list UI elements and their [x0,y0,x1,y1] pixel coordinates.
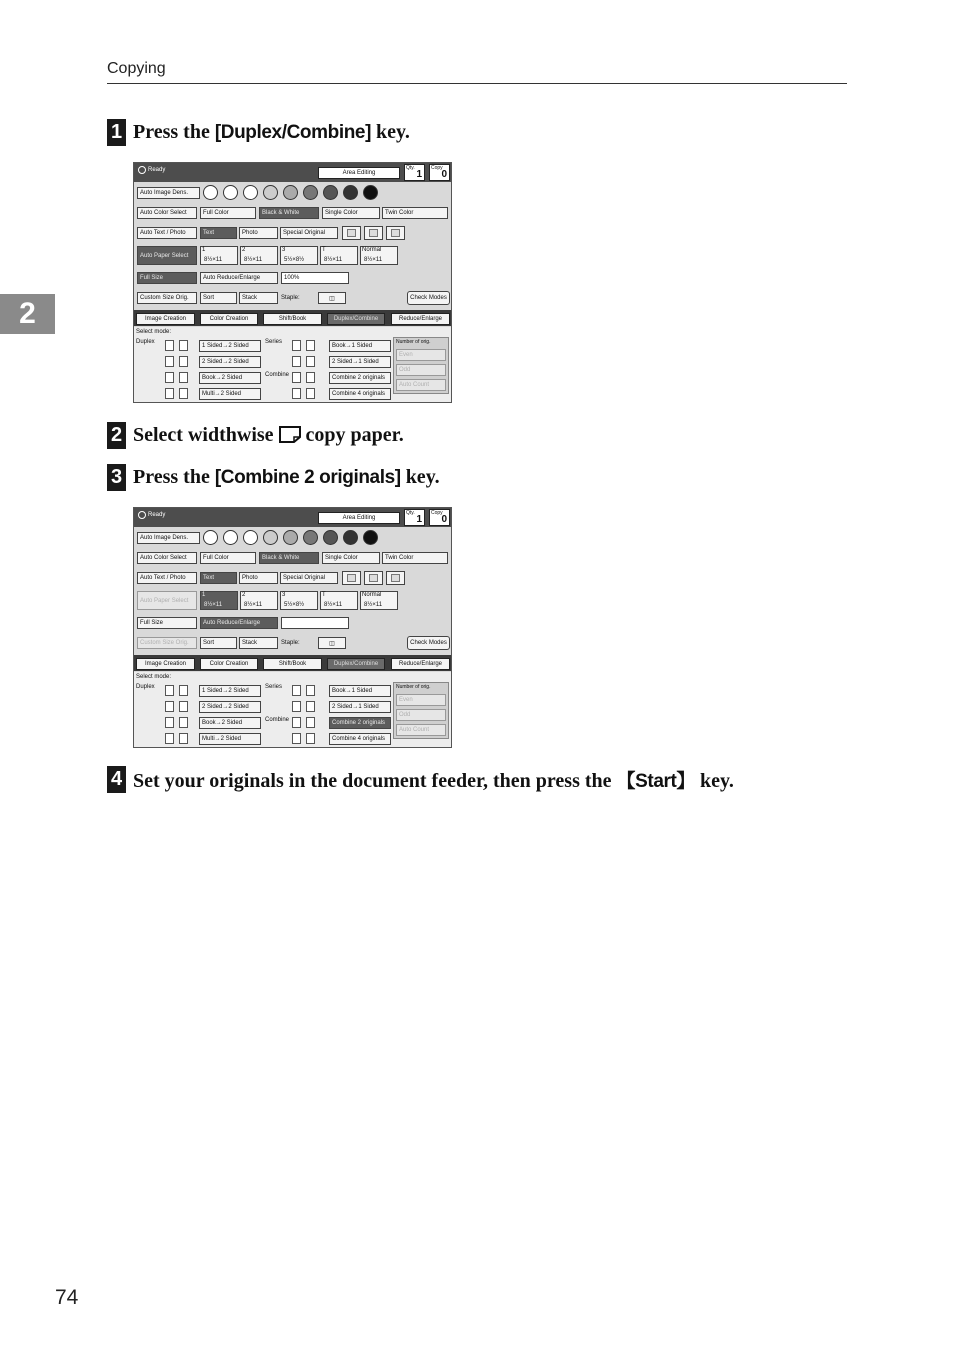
original-type-button[interactable]: Text [200,572,237,584]
counter-value: 0 [441,169,447,180]
number-of-originals-button[interactable]: Auto Count [396,724,446,736]
document-icon [292,388,316,399]
paper-tray-button[interactable] [320,591,358,610]
number-of-originals-button[interactable]: Even [396,349,446,361]
number-of-originals-button[interactable]: Auto Count [396,379,446,391]
density-level-button[interactable] [343,530,358,545]
select-mode-label: Select mode: [136,674,172,680]
step-number: 4 [107,766,126,793]
set-counter [404,509,425,526]
density-level-button[interactable] [203,530,218,545]
number-of-originals-button[interactable]: Even [396,694,446,706]
copier-panel-1 [133,162,452,403]
tray-size: 5½×8½ [284,257,305,263]
step-1 [107,119,410,146]
duplex-option-button[interactable]: Book→2 Sided [199,372,261,384]
document-icon [292,372,316,383]
step-text: Press the [133,121,215,143]
color-mode-button[interactable]: Twin Color [382,207,448,219]
duplex-option-button[interactable]: Multi→2 Sided [199,388,261,400]
color-mode-button[interactable]: Auto Color Select [137,552,197,564]
function-tab[interactable]: Image Creation [136,658,195,670]
combine-2-originals-button[interactable]: Combine 2 originals [329,717,391,729]
number-of-originals-button[interactable]: Odd [396,709,446,721]
original-type-button[interactable]: Photo [239,227,278,239]
paper-tray-button[interactable] [200,591,238,610]
series-label: Series [265,339,283,345]
tray-number: Normal [362,592,382,598]
staple-button[interactable] [318,292,346,304]
header-rule [107,83,847,84]
staple-label: Staple: [281,295,300,301]
density-level-button[interactable] [323,530,338,545]
step-text: key. [400,466,440,488]
key-name: [Combine 2 originals] [214,467,401,488]
document-icon [292,701,316,712]
paper-tray-button[interactable] [240,591,278,610]
status [138,511,165,519]
status [138,166,165,174]
color-mode-button[interactable]: Single Color [322,207,380,219]
tray-size: 8½×11 [204,602,223,608]
tray-number: 3 [282,592,286,598]
check-modes-button[interactable]: Check Modes [407,636,450,650]
combine-label: Combine [265,372,290,378]
tray-size: 8½×11 [204,257,223,263]
key-name: 【Start】 [616,771,696,792]
density-level-button[interactable] [323,185,338,200]
original-type-button[interactable]: Special Original [280,227,338,239]
step-number: 1 [107,119,126,146]
full-size-button[interactable]: Full Size [137,617,197,629]
auto-reduce-enlarge-button[interactable]: Auto Reduce/Enlarge [200,272,278,284]
auto-paper-select-button[interactable]: Auto Paper Select [137,246,197,265]
custom-size-original-button[interactable]: Custom Size Orig. [137,292,197,304]
density-level-button[interactable] [263,185,278,200]
auto-image-density-button[interactable]: Auto Image Dens. [137,187,200,199]
function-tab[interactable]: Duplex/Combine [327,658,385,670]
tray-size: 5½×8½ [284,602,305,608]
paper-tray-button[interactable] [200,246,238,265]
function-tab[interactable]: Image Creation [136,313,195,325]
number-of-originals-label: Number of orig. [396,684,431,690]
density-level-button[interactable] [343,185,358,200]
staple-label: Staple: [281,640,300,646]
function-tab[interactable]: Color Creation [200,313,258,325]
ratio-display: 100% [281,272,349,284]
document-icon [165,340,189,351]
function-tab[interactable]: Color Creation [200,658,258,670]
color-mode-button[interactable]: Full Color [200,552,256,564]
color-mode-button[interactable]: Auto Color Select [137,207,197,219]
status-text: Ready [148,167,166,173]
document-icon [292,356,316,367]
counter-value: 0 [441,514,447,525]
original-type-icon-button[interactable] [364,571,383,585]
document-icon [165,733,189,744]
step-text: key. [695,770,734,792]
tray-size: 8½×11 [324,602,343,608]
duplex-label: Duplex [136,684,155,690]
duplex-option-button[interactable]: 1 Sided→2 Sided [199,340,261,352]
custom-size-original-button[interactable]: Custom Size Orig. [137,637,197,649]
original-type-button[interactable]: Text [200,227,237,239]
tray-size: 8½×11 [364,602,383,608]
section-header: Copying [107,60,166,77]
density-level-button[interactable] [223,530,238,545]
staple-icon: ◫ [329,640,335,647]
original-type-button[interactable]: Auto Text / Photo [137,227,197,239]
duplex-option-button[interactable]: Book→2 Sided [199,717,261,729]
tray-number: 2 [242,592,246,598]
series-option-button[interactable]: 2 Sided→1 Sided [329,701,391,713]
series-option-button[interactable]: 2 Sided→1 Sided [329,356,391,368]
function-tab[interactable]: Duplex/Combine [327,313,385,325]
document-icon [292,685,316,696]
paper-tray-button[interactable] [360,246,398,265]
duplex-option-button[interactable]: 2 Sided→2 Sided [199,356,261,368]
combine-2-originals-button[interactable]: Combine 2 originals [329,372,391,384]
document-icon [165,388,189,399]
widthwise-paper-icon [279,426,301,443]
density-level-button[interactable] [363,530,378,545]
original-type-button[interactable]: Auto Text / Photo [137,572,197,584]
color-mode-button[interactable]: Black & White [259,552,319,564]
original-type-icon-button[interactable] [342,226,361,240]
density-level-button[interactable] [223,185,238,200]
set-counter [404,164,425,181]
color-mode-button[interactable]: Twin Color [382,552,448,564]
paper-tray-button[interactable] [320,246,358,265]
sort-button[interactable]: Sort [200,292,237,304]
density-level-button[interactable] [283,185,298,200]
function-tab[interactable]: Shift/Book [263,658,322,670]
duplex-option-button[interactable]: Multi→2 Sided [199,733,261,745]
auto-image-density-button[interactable]: Auto Image Dens. [137,532,200,544]
color-mode-button[interactable]: Full Color [200,207,256,219]
step-text: key. [371,121,410,143]
document-icon [292,340,316,351]
tray-size: 8½×11 [364,257,383,263]
document-icon [292,733,316,744]
step-text: Press the [133,466,215,488]
color-mode-button[interactable]: Black & White [259,207,319,219]
function-tab[interactable]: Reduce/Enlarge [391,313,450,325]
stack-button[interactable]: Stack [239,292,278,304]
stack-button[interactable]: Stack [239,637,278,649]
combine-4-originals-button[interactable]: Combine 4 originals [329,733,391,745]
original-type-icon-button[interactable] [364,226,383,240]
number-of-originals-button[interactable]: Odd [396,364,446,376]
original-type-icon-button[interactable] [386,571,405,585]
duplex-label: Duplex [136,339,155,345]
counter-value: 1 [416,514,422,525]
combine-4-originals-button[interactable]: Combine 4 originals [329,388,391,400]
original-type-icon-button[interactable] [386,226,405,240]
paper-tray-button[interactable] [280,591,318,610]
tray-number: 1 [202,247,206,253]
series-option-button[interactable]: Book→1 Sided [329,685,391,697]
function-tab[interactable]: Shift/Book [263,313,322,325]
check-modes-button[interactable]: Check Modes [407,291,450,305]
tray-number: T [322,592,326,598]
copier-panel-2 [133,507,452,748]
area-editing-button[interactable]: Area Editing [318,167,400,179]
tray-number: T [322,247,326,253]
select-mode-label: Select mode: [136,329,172,335]
key-name: [Duplex/Combine] [214,122,372,143]
step-2 [107,422,404,449]
document-icon [292,717,316,728]
tray-number: 2 [242,247,246,253]
document-icon [165,372,189,383]
document-icon [165,717,189,728]
page-number: 74 [55,1286,79,1309]
ready-icon [138,511,146,519]
ready-icon [138,166,146,174]
counter-label: Copy [431,510,443,516]
counter-label: Qty. [406,510,415,516]
paper-tray-button[interactable] [360,591,398,610]
density-level-button[interactable] [363,185,378,200]
density-level-button[interactable] [303,530,318,545]
chapter-tab: 2 [0,294,55,334]
counter-label: Copy [431,165,443,171]
area-editing-button[interactable]: Area Editing [318,512,400,524]
document-icon [165,701,189,712]
function-tab[interactable]: Reduce/Enlarge [391,658,450,670]
tray-number: 1 [202,592,206,598]
step-number: 2 [107,422,126,449]
step-text: Select widthwise [133,424,279,446]
counter-value: 1 [416,169,422,180]
step-4 [107,766,734,793]
auto-paper-select-button[interactable]: Auto Paper Select [137,591,197,610]
auto-reduce-enlarge-button[interactable]: Auto Reduce/Enlarge [200,617,278,629]
density-level-button[interactable] [243,185,258,200]
document-icon [165,685,189,696]
copy-counter [429,164,450,181]
tray-size: 8½×11 [244,602,263,608]
number-of-originals-label: Number of orig. [396,339,431,345]
step-3 [107,464,440,491]
series-label: Series [265,684,283,690]
duplex-option-button[interactable]: 1 Sided→2 Sided [199,685,261,697]
sort-button[interactable]: Sort [200,637,237,649]
copy-counter [429,509,450,526]
paper-tray-button[interactable] [240,246,278,265]
density-level-button[interactable] [203,185,218,200]
tray-number: 3 [282,247,286,253]
density-level-button[interactable] [243,530,258,545]
tray-size: 8½×11 [324,257,343,263]
duplex-option-button[interactable]: 2 Sided→2 Sided [199,701,261,713]
staple-icon: ◫ [329,295,335,302]
ratio-display [281,617,349,629]
original-type-button[interactable]: Photo [239,572,278,584]
step-number: 3 [107,464,126,491]
full-size-button[interactable]: Full Size [137,272,197,284]
tray-size: 8½×11 [244,257,263,263]
counter-label: Qty. [406,165,415,171]
density-level-button[interactable] [263,530,278,545]
status-text: Ready [148,512,166,518]
combine-label: Combine [265,717,290,723]
density-level-button[interactable] [283,530,298,545]
document-icon [165,356,189,367]
original-type-button[interactable]: Special Original [280,572,338,584]
paper-tray-button[interactable] [280,246,318,265]
staple-button[interactable] [318,637,346,649]
original-type-icon-button[interactable] [342,571,361,585]
density-level-button[interactable] [303,185,318,200]
step-text: copy paper. [300,424,404,446]
step-text: Set your originals in the document feeder, then press the [133,770,617,792]
color-mode-button[interactable]: Single Color [322,552,380,564]
tray-number: Normal [362,247,382,253]
series-option-button[interactable]: Book→1 Sided [329,340,391,352]
